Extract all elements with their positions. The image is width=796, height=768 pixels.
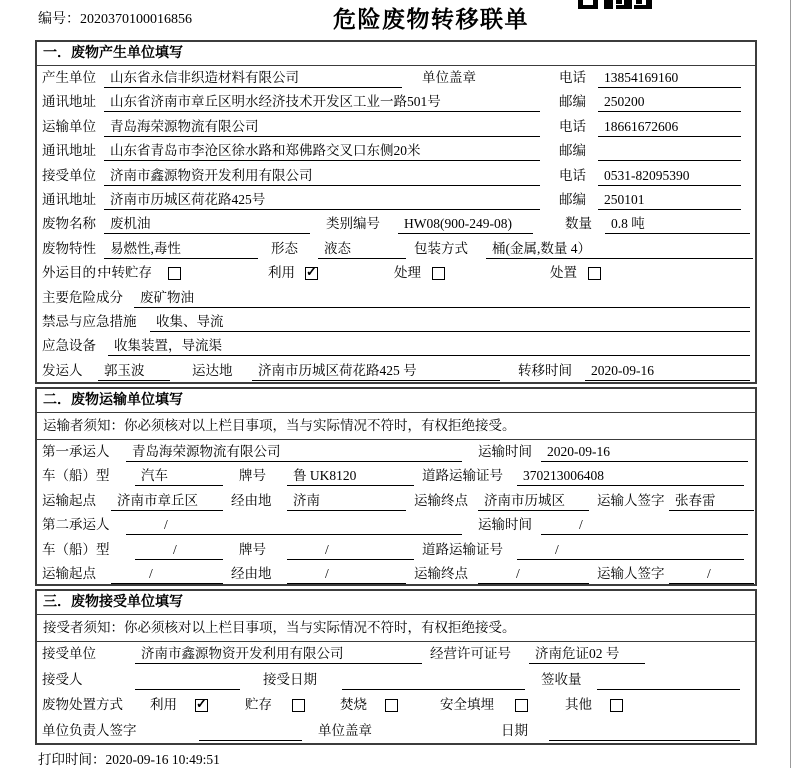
transport-origin-label: 运输起点 — [42, 492, 96, 508]
first-carrier-time-value: 2020-09-16 — [541, 442, 748, 462]
producer-unit-value: 山东省永信非织造材料有限公司 — [104, 68, 402, 88]
category-code-label: 类别编号 — [326, 216, 380, 232]
producer-zip-value: 250200 — [598, 92, 741, 112]
packing-label: 包装方式 — [414, 240, 468, 256]
transfer-date-label: 转移时间 — [518, 362, 572, 378]
quantity-value: 0.8 吨 — [605, 214, 750, 234]
carrier-unit-value: 青岛海荣源物流有限公司 — [104, 117, 540, 137]
form-row — [37, 562, 755, 586]
checkbox-storage — [292, 699, 305, 712]
form-row — [37, 66, 755, 90]
section-producer-header: 一．废物产生单位填写 — [37, 42, 755, 66]
first-road-permit-value: 370213006408 — [517, 466, 744, 486]
recipient-value — [135, 670, 240, 690]
vehicle-type-label: 车（船）型 — [42, 468, 110, 484]
zip-label: 邮编 — [559, 94, 586, 110]
waste-character-label: 废物特性 — [42, 240, 96, 256]
form-row — [37, 440, 755, 464]
form-row — [37, 719, 755, 745]
emergency-equipment-value: 收集装置，导流渠 — [108, 336, 750, 356]
second-sign-value: / — [669, 564, 754, 584]
section-receiver — [35, 589, 757, 745]
hazard-component-value: 废矿物油 — [134, 288, 750, 308]
transport-end-label: 运输终点 — [414, 565, 468, 581]
form-row — [37, 668, 755, 694]
phone-label: 电话 — [559, 167, 586, 183]
section-receiver-header: 三．废物接受单位填写 — [37, 591, 755, 615]
second-carrier-time-value: / — [541, 515, 748, 535]
shipper-value: 郭玉波 — [98, 361, 170, 381]
disposal-method-label: 废物处置方式 — [42, 697, 123, 713]
second-via-value: / — [287, 564, 406, 584]
plate-number-label: 牌号 — [239, 541, 266, 557]
first-origin-value: 济南市章丘区 — [111, 491, 223, 511]
section-producer — [35, 40, 757, 384]
form-row — [37, 164, 755, 188]
form-row — [37, 212, 755, 236]
phone-label: 电话 — [559, 118, 586, 134]
transfer-date-value: 2020-09-16 — [585, 361, 750, 381]
unit-seal-label: 单位盖章 — [318, 723, 372, 739]
checkbox-incinerate — [385, 699, 398, 712]
address-label: 通讯地址 — [42, 191, 96, 207]
form-state-value: 液态 — [318, 239, 406, 259]
form-row — [37, 359, 755, 383]
form-row — [37, 237, 755, 261]
qr-code-fragment — [578, 0, 652, 9]
head-signature-value — [199, 721, 302, 741]
print-time — [38, 748, 220, 768]
first-end-value: 济南市历城区 — [478, 491, 589, 511]
receiving-unit-value: 济南市鑫源物资开发利用有限公司 — [135, 644, 422, 664]
form-row — [37, 538, 755, 562]
waste-name-label: 废物名称 — [42, 216, 96, 232]
first-carrier-value: 青岛海荣源物流有限公司 — [126, 442, 462, 462]
seal-date-value — [549, 721, 740, 741]
checkbox-dispose — [588, 267, 601, 280]
transporter-sign-label: 运输人签字 — [597, 492, 665, 508]
vehicle-type-label: 车（船）型 — [42, 541, 110, 557]
head-signature-label: 单位负责人签字 — [42, 723, 137, 739]
transport-origin-label: 运输起点 — [42, 565, 96, 581]
second-road-permit-value: / — [517, 540, 744, 560]
form-row — [37, 261, 755, 285]
section-transport-header: 二．废物运输单位填写 — [37, 389, 755, 413]
producer-address-value: 山东省济南市章丘区明水经济技术开发区工业一路501号 — [104, 92, 540, 112]
zip-label: 邮编 — [559, 143, 586, 159]
disposal-option-label: 贮存 — [245, 697, 272, 713]
form-row — [37, 334, 755, 358]
transport-time-label: 运输时间 — [478, 517, 532, 533]
checkbox-transfer-storage — [168, 267, 181, 280]
address-label: 通讯地址 — [42, 143, 96, 159]
form-row — [37, 188, 755, 212]
packing-value: 桶(金属,数量 4） — [486, 239, 753, 259]
purpose-option-label: 中转贮存 — [98, 265, 152, 281]
page-edge-line — [790, 0, 791, 768]
receiver-zip-value: 250101 — [598, 190, 741, 210]
disposal-option-label: 利用 — [150, 697, 177, 713]
road-permit-label: 道路运输证号 — [422, 468, 503, 484]
carrier-phone-value: 18661672606 — [598, 117, 741, 137]
purpose-option-label: 处理 — [394, 265, 421, 281]
transport-notice: 运输者须知：你必须核对以上栏目事项，当与实际情况不符时，有权拒绝接受。 — [37, 413, 755, 440]
carrier-unit-label: 运输单位 — [42, 118, 96, 134]
shipper-label: 发运人 — [42, 362, 83, 378]
receiver-unit-value: 济南市鑫源物资开发利用有限公司 — [104, 166, 540, 186]
print-time-value: 2020-09-16 10:49:51 — [105, 752, 220, 767]
category-code-value: HW08(900-249-08) — [398, 214, 533, 234]
first-carrier-label: 第一承运人 — [42, 444, 110, 459]
emergency-equipment-label: 应急设备 — [42, 338, 96, 354]
first-vehicle-type-value: 汽车 — [135, 466, 223, 486]
second-plate-number-value: / — [287, 540, 414, 560]
producer-unit-label: 产生单位 — [42, 70, 96, 85]
road-permit-label: 道路运输证号 — [422, 541, 503, 557]
print-time-label: 打印时间： — [38, 752, 106, 767]
signed-amount-value — [597, 670, 740, 690]
via-label: 经由地 — [231, 492, 272, 508]
page-title: 危险废物转移联单 — [333, 7, 529, 32]
receiver-phone-value: 0531-82095390 — [598, 166, 741, 186]
unit-seal-label: 单位盖章 — [422, 70, 476, 85]
producer-phone-value: 13854169160 — [598, 68, 741, 88]
hazard-component-label: 主要危险成分 — [42, 289, 123, 305]
plate-number-label: 牌号 — [239, 468, 266, 484]
disposal-option-label: 其他 — [565, 697, 592, 713]
seal-date-label: 日期 — [501, 723, 528, 739]
first-sign-value: 张春雷 — [669, 491, 754, 511]
address-label: 通讯地址 — [42, 94, 96, 110]
form-row — [37, 90, 755, 114]
serial-label: 编号： — [38, 12, 80, 27]
license-value: 济南危证02 号 — [529, 644, 645, 664]
form-row — [37, 310, 755, 334]
purpose-option-label: 利用 — [268, 265, 295, 281]
license-label: 经营许可证号 — [430, 646, 511, 661]
waste-character-value: 易燃性,毒性 — [104, 239, 258, 259]
receiver-address-value: 济南市历城区荷花路425号 — [104, 190, 540, 210]
second-vehicle-type-value: / — [135, 540, 223, 560]
checkbox-utilize — [305, 267, 318, 280]
checkbox-other — [610, 699, 623, 712]
form-row — [37, 513, 755, 537]
form-row — [37, 642, 755, 668]
disposal-option-label: 焚烧 — [340, 697, 367, 713]
destination-label: 运达地 — [192, 362, 233, 378]
serial-number — [38, 8, 192, 28]
destination-value: 济南市历城区荷花路425 号 — [252, 361, 500, 381]
form-row — [37, 115, 755, 139]
form-state-label: 形态 — [271, 240, 298, 256]
waste-name-value: 废机油 — [104, 214, 310, 234]
checkbox-landfill — [515, 699, 528, 712]
quantity-label: 数量 — [565, 216, 592, 232]
second-carrier-label: 第二承运人 — [42, 517, 110, 533]
second-carrier-value: / — [126, 515, 462, 535]
receive-date-value — [342, 670, 525, 690]
form-row — [37, 464, 755, 488]
form-row — [37, 286, 755, 310]
receive-date-label: 接受日期 — [263, 671, 317, 687]
disposal-option-label: 安全填埋 — [440, 697, 494, 713]
receiver-notice: 接受者须知：你必须核对以上栏目事项，当与实际情况不符时，有权拒绝接受。 — [37, 615, 755, 642]
transporter-sign-label: 运输人签字 — [597, 565, 665, 581]
first-via-value: 济南 — [287, 491, 406, 511]
zip-label: 邮编 — [559, 191, 586, 207]
form-row — [37, 139, 755, 163]
via-label: 经由地 — [231, 565, 272, 581]
carrier-zip-value — [598, 141, 741, 161]
form-row — [37, 489, 755, 513]
serial-value: 2020370100016856 — [80, 12, 192, 27]
section-transport — [35, 387, 757, 586]
form-row — [37, 693, 755, 719]
purpose-option-label: 处置 — [550, 265, 577, 281]
checkbox-utilize — [195, 699, 208, 712]
phone-label: 电话 — [559, 70, 586, 85]
purpose-label: 外运目的： — [42, 265, 110, 281]
second-origin-value: / — [111, 564, 223, 584]
emergency-measures-label: 禁忌与应急措施 — [42, 313, 137, 329]
transport-end-label: 运输终点 — [414, 492, 468, 508]
signed-amount-label: 签收量 — [541, 671, 582, 687]
recipient-label: 接受人 — [42, 671, 83, 687]
receiver-unit-label: 接受单位 — [42, 167, 96, 183]
transport-time-label: 运输时间 — [478, 444, 532, 459]
carrier-address-value: 山东省青岛市李沧区徐水路和郑佛路交叉口东侧20米 — [104, 141, 540, 161]
receiving-unit-label: 接受单位 — [42, 646, 96, 661]
emergency-measures-value: 收集、导流 — [150, 312, 750, 332]
first-plate-number-value: 鲁 UK8120 — [287, 466, 414, 486]
checkbox-treat — [432, 267, 445, 280]
second-end-value: / — [478, 564, 589, 584]
